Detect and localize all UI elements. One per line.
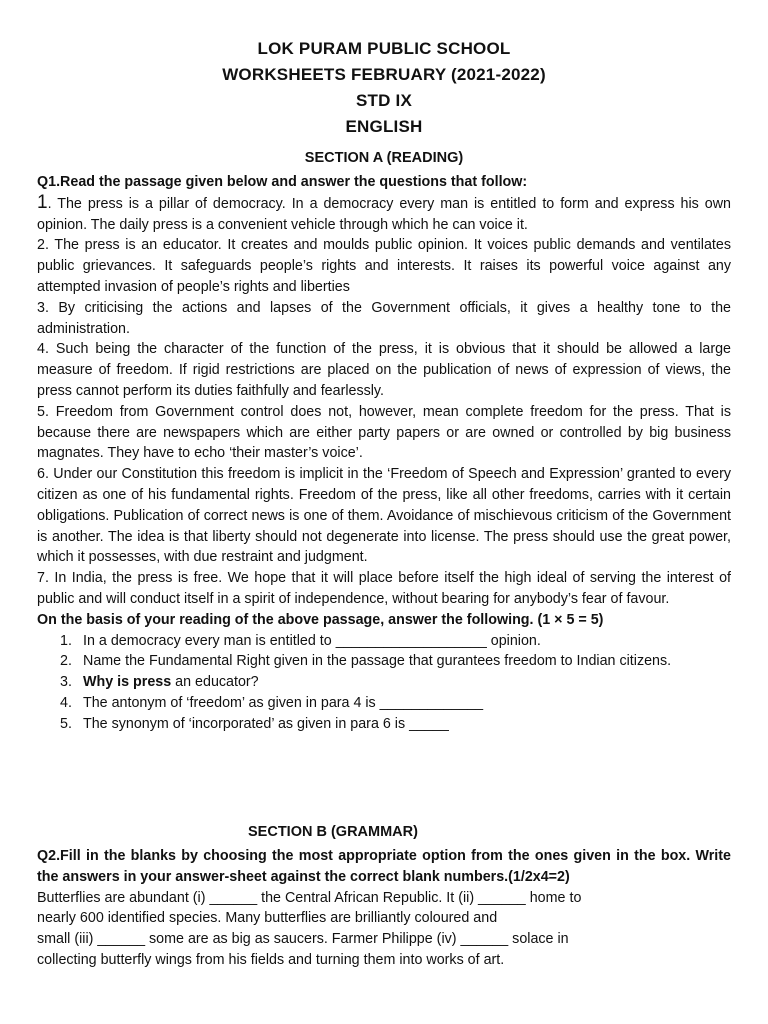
q1-heading: Q1.Read the passage given below and answer the questions that follow: <box>37 174 528 190</box>
q2-heading: Q2.Fill in the blanks by choosing the most appropriate option from the ones given in the box. Write the answers in your answer-sheet against the correct blank numbers.(1/2x4=2) <box>37 848 731 885</box>
reading-passage <box>37 172 731 735</box>
section-a-title: SECTION A (READING) <box>304 150 464 166</box>
paragraph-1-text: . The press is a pillar of democracy. In a democracy every man is entitled to form and express his own opinion. The daily press is a convenient vehicle through which he can voice it. <box>37 195 731 233</box>
question-text: an educator? <box>175 674 259 691</box>
subject-label: ENGLISH <box>345 117 423 136</box>
question-number: 4. <box>60 694 72 711</box>
paragraph-6: 6. Under our Constitution this freedom is implicit in the ‘Freedom of Speech and Expression’ granted to every citizen as one of his fundamental rights. Freedom of the press, like all other freedoms, carries with it certain obligations. Publication of correct news is one of them. Avoidance of mischievous criticism of the Government is another. The idea is that liberty should not degenerate into license. The press should use the great power, which it possesses, with due restraint and judgment. <box>37 466 731 566</box>
question-text: The antonym of ‘freedom’ as given in para 4 is _____________ <box>83 694 484 711</box>
question-number: 2. <box>60 653 72 670</box>
gap-fill-passage <box>37 888 731 971</box>
gap-fill-line: small (iii) ______ some are as big as saucers. Farmer Philippe (iv) ______ solace in <box>37 931 569 948</box>
section-b-title: SECTION B (GRAMMAR) <box>248 824 418 840</box>
question-item <box>37 693 731 714</box>
question-item <box>37 651 731 672</box>
question-text: The synonym of ‘incorporated’ as given in para 6 is _____ <box>83 715 449 732</box>
question-bold-text: Why is press <box>83 674 176 691</box>
question-number: 5. <box>60 715 72 732</box>
paragraph-1 <box>37 193 731 236</box>
paragraph-3: 3. By criticising the actions and lapses of the Government officials, it gives a healthy tone to the administration. <box>37 299 731 337</box>
paragraph-2: 2. The press is an educator. It creates and moulds public opinion. It voices public demands and ventilates public grievances. It safeguards people’s rights and interests. It raises its powerful voice against any attempted invasion of people’s rights and liberties <box>37 237 731 295</box>
paragraph-5: 5. Freedom from Government control does not, however, mean complete freedom for the press. That is because there are newspapers which are either party papers or are owned or controlled by big business magnates. They have to echo ‘their master’s voice’. <box>37 403 731 462</box>
question-text: In a democracy every man is entitled to ___________________ opinion. <box>83 632 541 649</box>
paragraph-7: 7. In India, the press is free. We hope that it will place before itself the high ideal of serving the interest of public and will conduct itself in a spirit of independence, without bearing for anybody’s fear of favour. <box>37 570 731 607</box>
question-item <box>37 714 731 735</box>
gap-fill-line: collecting butterfly wings from his fields and turning them into works of art. <box>37 951 505 968</box>
q1-instruction: On the basis of your reading of the above passage, answer the following. (1 × 5 = 5) <box>37 611 604 628</box>
grammar-section <box>37 846 731 971</box>
paragraph-1-number: 1 <box>37 191 48 213</box>
q1-question-list <box>37 631 731 735</box>
question-number: 1. <box>60 632 72 649</box>
paragraph-4: 4. Such being the character of the function of the press, it is obvious that it should be allowed a large measure of freedom. If rigid restrictions are placed on the publication of news of expression of views, the press cannot perform its duties faithfully and fearlessly. <box>37 341 731 399</box>
question-text: Name the Fundamental Right given in the passage that gurantees freedom to Indian citizens. <box>83 653 672 670</box>
question-number: 3. <box>60 674 72 691</box>
standard-label: STD IX <box>356 91 412 110</box>
gap-fill-line: nearly 600 identified species. Many butterflies are brilliantly coloured and <box>37 910 498 927</box>
gap-fill-line: Butterflies are abundant (i) ______ the Central African Republic. It (ii) ______ home to <box>37 889 582 906</box>
worksheet-title: WORKSHEETS FEBRUARY (2021-2022) <box>222 65 546 84</box>
question-item <box>37 631 731 652</box>
document-header <box>0 36 768 140</box>
school-name: LOK PURAM PUBLIC SCHOOL <box>257 39 511 58</box>
question-item <box>37 672 731 693</box>
